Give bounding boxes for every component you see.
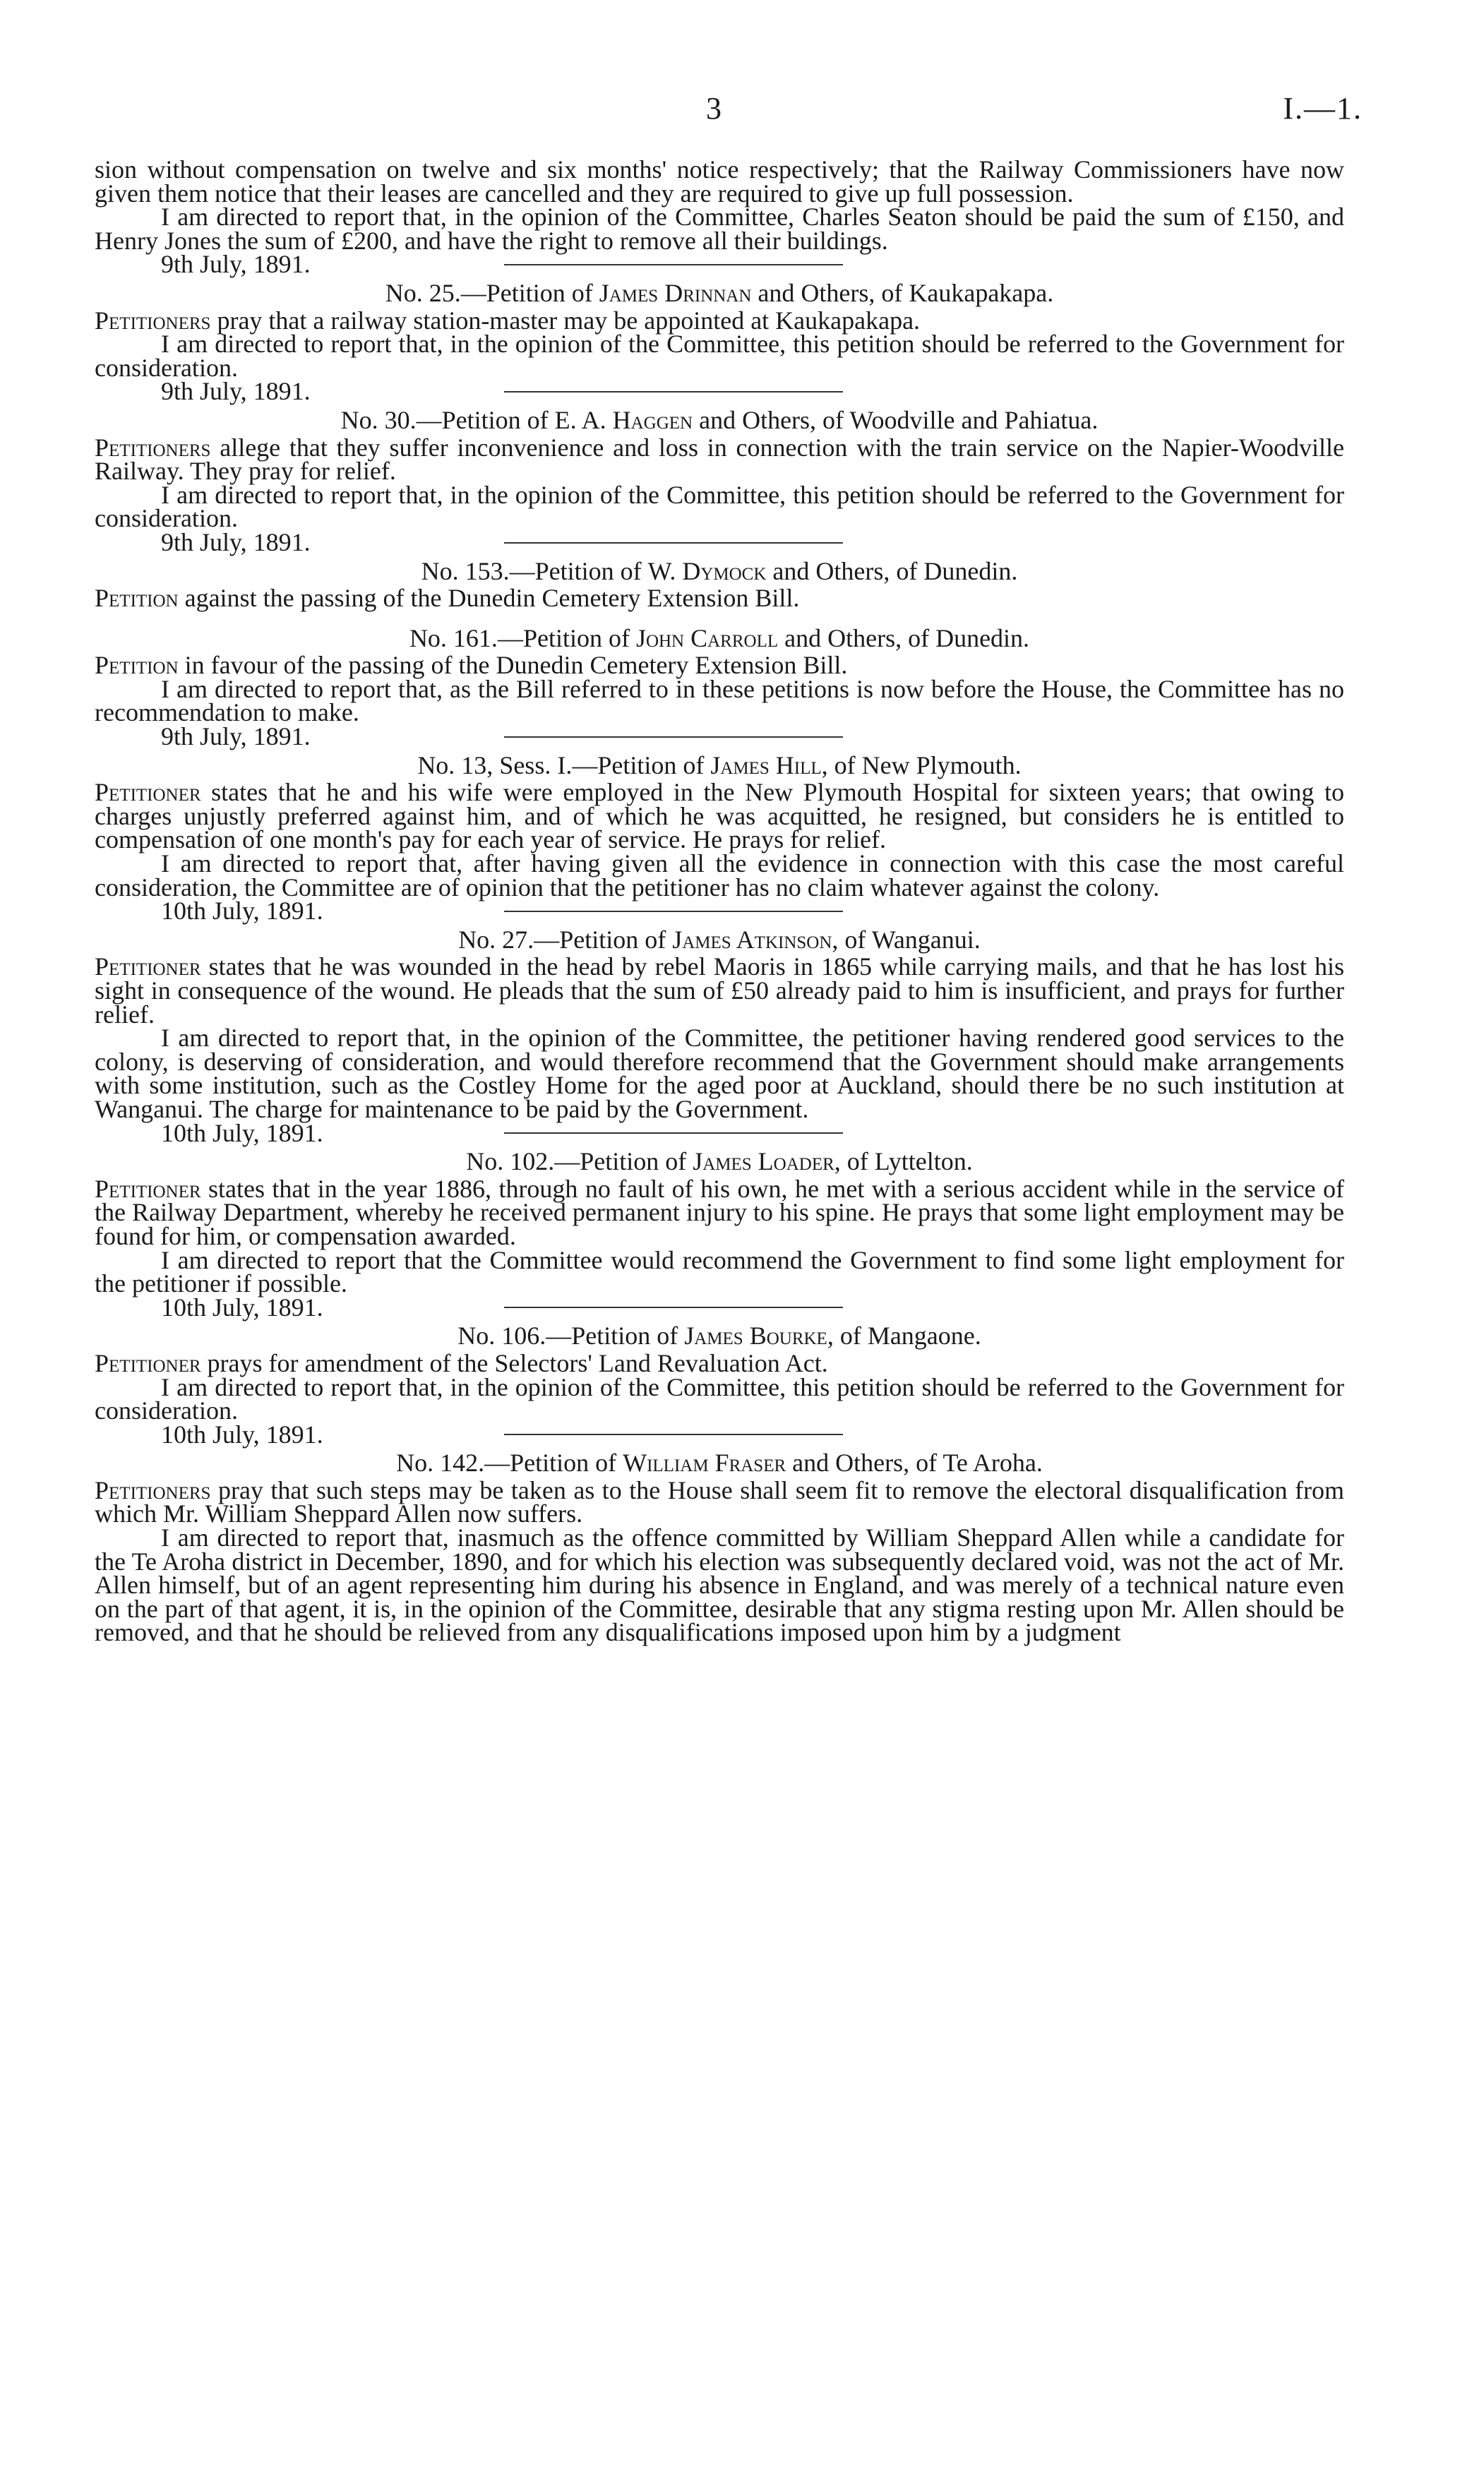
petitioner-name: James Bourke [684,1322,827,1350]
report-date: 9th July, 1891. [161,722,311,751]
petitioner-name: William Fraser [623,1449,786,1478]
petition-title: No. 142.—Petition of William Fraser and Others, of Te Aroha. [396,1449,1043,1478]
separator-rule [504,1434,843,1435]
petition-body: Petition in favour of the passing of the Dunedin Cemetery Extension Bill. [95,651,848,680]
petitioner-name: E. A. Haggen [554,405,693,434]
petition-body: Petitioners pray that such steps may be taken as to the House shall seem fit to remove the electoral disqualification from which Mr. William Sheppard Allen now suffers. [95,1475,1344,1528]
petitioner-name: James Loader [693,1147,834,1176]
committee-report: I am directed to report that, in the opinion of the Committee, this petition should be referred to the Government for consideration. [95,330,1344,382]
separator-rule [504,264,843,265]
committee-report: I am directed to report that, in the opinion of the Committee, this petition should be referred to the Government for consideration. [95,480,1344,533]
petition-title: No. 106.—Petition of James Bourke, of Mangaone. [457,1322,981,1350]
petitioner-name: James Atkinson [672,925,832,954]
page-reference: I.—1. [1283,91,1363,126]
report-date: 10th July, 1891. [161,1420,323,1449]
page-number: 3 [706,91,722,126]
petition-section [95,1322,1344,1449]
petition-title: No. 27.—Petition of James Atkinson, of Wanganui. [458,925,981,954]
committee-report: I am directed to report that, as the Bill referred to in these petitions is now before the House, the Committee has no recommendation to make. [95,674,1344,727]
petition-body: Petitioner states that he and his wife were employed in the New Plymouth Hospital for sixteen years; that owing to charges unjustly preferred against him, and of which he was acquitted, he resigned, but considers he is entitled to compensation of one month's pay for each year of service. He prays for relief. [95,778,1344,854]
petition-section [95,278,1344,406]
separator-rule [504,542,843,544]
separator-rule [504,391,843,393]
report-date: 10th July, 1891. [161,897,323,926]
report-date: 10th July, 1891. [161,1118,323,1147]
petition-section [95,1147,1344,1322]
report-date: 10th July, 1891. [161,1293,323,1322]
intro-paragraph: sion without compensation on twelve and six months' notice respectively; that the Railway Commissioners have now given them notice that their leases are cancelled and they are required to give up full possession. [95,155,1344,208]
intro-date: 9th July, 1891. [161,250,311,279]
petition-title: No. 13, Sess. I.—Petition of James Hill, of New Plymouth. [417,750,1022,779]
report-date: 9th July, 1891. [161,527,311,556]
intro-block [95,155,1344,279]
petition-body: Petitioner prays for amendment of the Selectors' Land Revaluation Act. [95,1348,828,1377]
petition-title: No. 102.—Petition of James Loader, of Lyttelton. [466,1147,973,1176]
committee-report: I am directed to report that, in the opinion of the Committee, the petitioner having rendered good services to the colony, is deserving of consideration, and would therefore recommend that the Government should make arrangements with some institution, such as the Costley Home for the aged poor at Auckland, should there be no such institution at Wanganui. The charge for maintenance to be paid by the Government. [95,1024,1344,1123]
petition-title: No. 30.—Petition of E. A. Haggen and Others, of Woodville and Pahiatua. [340,405,1099,434]
petition-title: No. 25.—Petition of James Drinnan and Others, of Kaukapakapa. [385,278,1054,307]
petition-body: Petitioners allege that they suffer inconvenience and loss in connection with the train service on the Napier-Woodville Railway. They pray for relief. [95,433,1344,486]
petition-section [95,1451,1344,1645]
petition-body: Petition against the passing of the Dunedin Cemetery Extension Bill. [95,584,800,613]
separator-rule [504,1307,843,1308]
petitioner-name: John Carroll [635,623,779,652]
petition-section [95,925,1344,1147]
report-date: 9th July, 1891. [161,377,311,406]
petition-title: No. 153.—Petition of W. Dymock and Others, of Dunedin. [421,556,1018,585]
petition-section [95,556,1344,613]
petition-body: Petitioner states that he was wounded in the head by rebel Maoris in 1865 while carrying mails, and that he has lost his sight in consequence of the wound. He pleads that the sum of £50 already paid to him is insufficient, and prays for further relief. [95,952,1344,1029]
petition-body: Petitioner states that in the year 1886, through no fault of his own, he met with a serious accident while in the service of the Railway Department, whereby he received permanent injury to his spine. He prays that some light employment may be found for him, or compensation awarded. [95,1174,1344,1250]
page-header [92,90,1363,133]
separator-rule [504,1132,843,1134]
petitioner-name: James Hill [710,750,822,779]
separator-rule [504,911,843,912]
petition-section [95,623,1344,751]
petitioner-name: James Drinnan [599,278,752,307]
committee-report: I am directed to report that the Committee would recommend the Government to find some light employment for the petitioner if possible. [95,1245,1344,1298]
intro-report: I am directed to report that, in the opinion of the Committee, Charles Seaton should be paid the sum of £150, and Henry Jones the sum of £200, and have the right to remove all their buildings. [95,203,1344,255]
committee-report: I am directed to report that, after having given all the evidence in connection with this case the most careful consideration, the Committee are of opinion that the petitioner has no claim whatever against the colony. [95,849,1344,901]
petition-title: No. 161.—Petition of John Carroll and Others, of Dunedin. [409,623,1030,652]
petitioner-name: W. Dymock [647,556,767,585]
petition-section [95,405,1344,556]
petition-section [95,750,1344,926]
separator-rule [504,736,843,738]
committee-report: I am directed to report that, inasmuch as the offence committed by William Sheppard Allen while a candidate for the Te Aroha district in December, 1890, and for which his election was subsequently declared void, was not the act of Mr. Allen himself, but of an agent representing him during his absence in England, and was merely of a technical nature even on the part of that agent, it is, in the opinion of the Committee, desirable that any stigma resting upon Mr. Allen should be removed, and that he should be relieved from any disqualifications imposed upon him by a judgment [95,1523,1344,1647]
petition-body: Petitioners pray that a railway station-master may be appointed at Kaukapakapa. [95,306,921,335]
committee-report: I am directed to report that, in the opinion of the Committee, this petition should be referred to the Government for consideration. [95,1372,1344,1425]
document-body [95,155,1344,1647]
